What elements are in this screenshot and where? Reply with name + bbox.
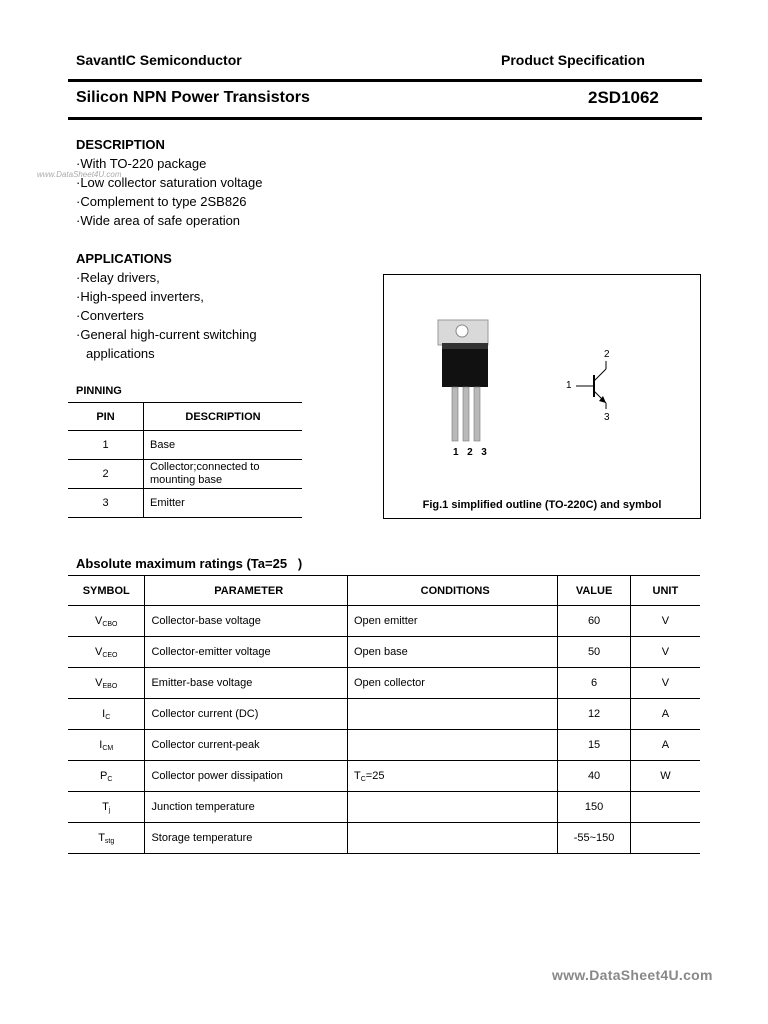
value-cell: 12 (558, 699, 630, 730)
symbol-subscript: C (105, 713, 111, 721)
pinning-heading: PINNING (76, 385, 122, 397)
pin-number: 1 (68, 431, 144, 460)
symbol-cell (68, 730, 145, 761)
symbol-subscript: stg (104, 837, 115, 845)
applications-item: ·High-speed inverters, (76, 289, 204, 304)
symbol-subscript: EBO (102, 682, 118, 690)
parameter-cell: Collector-base voltage (145, 606, 348, 637)
symbol-cell (68, 668, 145, 699)
unit-column-header: UNIT (630, 576, 700, 606)
description-item: ·With TO-220 package (76, 156, 207, 171)
value-cell: 6 (558, 668, 630, 699)
unit-cell: A (630, 730, 700, 761)
table-row (68, 606, 700, 637)
symbol-subscript: j (108, 806, 111, 814)
symbol-subscript: CBO (102, 620, 118, 628)
package-figure (383, 274, 701, 519)
symbol-subscript: CEO (102, 651, 118, 659)
table-row (68, 637, 700, 668)
parameter-cell: Collector power dissipation (145, 761, 348, 792)
footer-watermark: www.DataSheet4U.com (552, 967, 713, 983)
symbol-letter: V (95, 676, 103, 689)
applications-item: ·General high-current switching (76, 327, 257, 342)
description-list (76, 154, 262, 230)
package-pin-labels: 1 2 3 (453, 447, 488, 458)
applications-item: ·Converters (76, 308, 144, 323)
description-item: ·Wide area of safe operation (76, 213, 241, 228)
pin-description-text: Emitter (150, 496, 185, 509)
unit-cell: V (630, 668, 700, 699)
symbol-letter: I (99, 738, 103, 751)
condition-value: =25 (365, 769, 385, 782)
symbol-cell (68, 606, 145, 637)
symbol-letter: V (94, 614, 103, 627)
unit-cell: W (630, 761, 700, 792)
company-name: SavantIC Semiconductor (76, 52, 242, 68)
value-column-header: VALUE (558, 576, 630, 606)
value-cell: 150 (558, 792, 630, 823)
symbol-base-label: 1 (566, 380, 572, 391)
part-number: 2SD1062 (588, 88, 659, 107)
pin-description (144, 460, 303, 489)
table-row (68, 792, 700, 823)
value-cell: 40 (558, 761, 630, 792)
value-cell: -55~150 (558, 823, 630, 854)
ratings-heading: Absolute maximum ratings (Ta=25 ) (76, 556, 303, 571)
symbol-letter: I (102, 707, 106, 720)
document-type: Product Specification (501, 52, 645, 68)
applications-item: applications (86, 346, 155, 361)
symbol-column-header: SYMBOL (68, 576, 145, 606)
parameter-cell: Emitter-base voltage (145, 668, 348, 699)
header-rule-bottom (68, 117, 702, 120)
parameter-cell: Storage temperature (145, 823, 348, 854)
conditions-cell: Open base (347, 637, 557, 668)
header-rule-top (68, 79, 702, 82)
symbol-cell (68, 792, 145, 823)
value-cell: 60 (558, 606, 630, 637)
pin-column-header: PIN (68, 403, 144, 431)
to220-package-image (384, 275, 700, 518)
symbol-letter: T (98, 831, 105, 844)
table-row (68, 730, 700, 761)
symbol-letter: P (100, 769, 108, 782)
unit-cell: V (630, 606, 700, 637)
parameter-cell: Collector current (DC) (145, 699, 348, 730)
pin-number: 3 (68, 489, 144, 518)
ratings-header-row (68, 576, 700, 606)
pin-description-text: Base (150, 438, 176, 451)
parameter-cell: Junction temperature (145, 792, 348, 823)
conditions-cell: Open collector (347, 668, 557, 699)
pinning-table (68, 402, 302, 518)
conditions-cell (347, 823, 557, 854)
unit-cell: A (630, 699, 700, 730)
unit-cell (630, 792, 700, 823)
description-item: ·Complement to type 2SB826 (76, 194, 247, 209)
ratings-table (68, 575, 700, 854)
conditions-cell: Open emitter (347, 606, 557, 637)
conditions-cell (347, 761, 557, 792)
conditions-cell (347, 699, 557, 730)
unit-cell (630, 823, 700, 854)
symbol-letter: T (102, 800, 109, 813)
parameter-column-header: PARAMETER (145, 576, 348, 606)
pin-number: 2 (68, 460, 144, 489)
table-row (68, 699, 700, 730)
table-row (68, 668, 700, 699)
symbol-emitter-label: 3 (604, 412, 610, 423)
table-row (68, 761, 700, 792)
pin-description (144, 431, 303, 460)
pin-description (144, 489, 303, 518)
figure-caption: Fig.1 simplified outline (TO-220C) and symbol (422, 499, 662, 511)
table-row (68, 431, 302, 460)
description-column-header: DESCRIPTION (144, 403, 303, 431)
table-row (68, 823, 700, 854)
symbol-cell (68, 761, 145, 792)
pinning-header-row (68, 403, 302, 431)
symbol-collector-label: 2 (604, 349, 610, 360)
unit-cell: V (630, 637, 700, 668)
conditions-column-header: CONDITIONS (347, 576, 557, 606)
applications-list (76, 268, 257, 363)
conditions-cell (347, 792, 557, 823)
pin-description-text: Collector;connected to (150, 461, 260, 473)
parameter-cell: Collector current-peak (145, 730, 348, 761)
description-item: ·Low collector saturation voltage (76, 175, 263, 190)
parameter-cell: Collector-emitter voltage (145, 637, 348, 668)
condition-letter: T (353, 769, 361, 782)
symbol-subscript: C (107, 775, 113, 783)
conditions-cell (347, 730, 557, 761)
product-line-title: Silicon NPN Power Transistors (76, 89, 310, 106)
symbol-cell (68, 823, 145, 854)
condition-subscript: C (360, 775, 366, 783)
table-row (68, 489, 302, 518)
watermark-text: www.DataSheet4U.com (37, 170, 122, 179)
applications-heading: APPLICATIONS (76, 251, 172, 266)
description-heading: DESCRIPTION (76, 137, 165, 152)
symbol-subscript: CM (102, 744, 114, 752)
symbol-letter: V (94, 645, 103, 658)
pin-description-text: mounting base (150, 474, 223, 486)
symbol-cell (68, 637, 145, 668)
value-cell: 50 (558, 637, 630, 668)
symbol-cell (68, 699, 145, 730)
applications-item: ·Relay drivers, (76, 270, 160, 285)
table-row (68, 460, 302, 489)
value-cell: 15 (558, 730, 630, 761)
